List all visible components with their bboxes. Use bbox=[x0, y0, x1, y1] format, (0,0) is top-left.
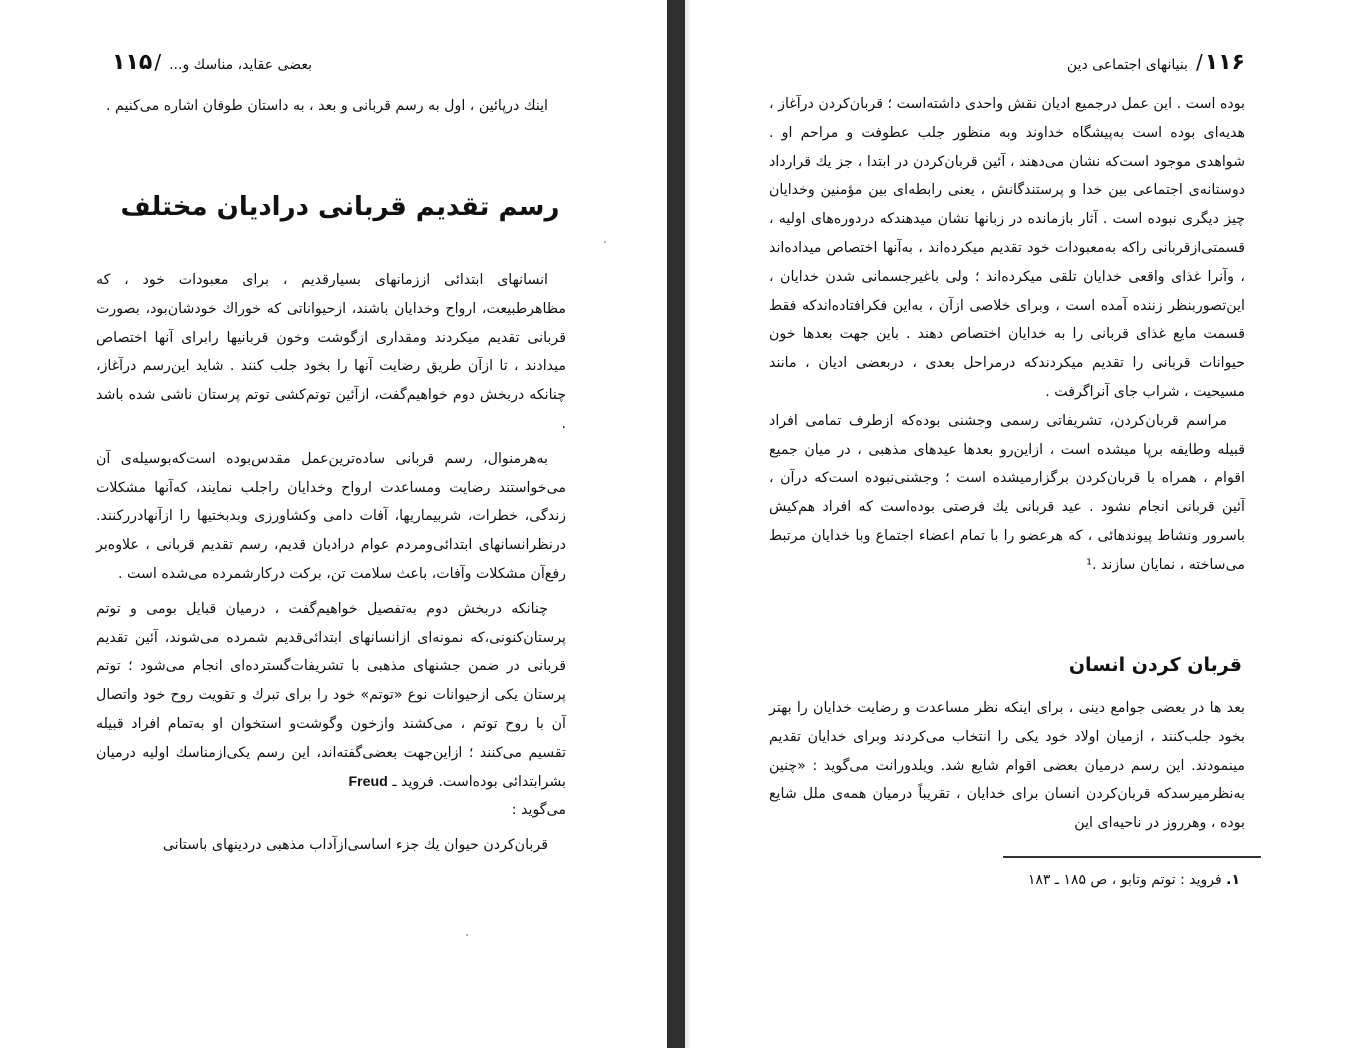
gutter-shadow bbox=[685, 0, 691, 1048]
footnote-text: فروید : توتم وتابو ، ص ۱۸۵ ـ ۱۸۳ bbox=[1027, 872, 1222, 888]
right-paragraph: مراسم قربان‌کردن، تشریفاتی رسمی وجشنی بوده‌که ازطرف تمامی افراد قبیله وطایفه برپا میشده است ، ازاین‌رو بعدها عیدهای مذهبی ، در میان جمیع اقوام ، همراه با قربان‌کردن برگزارمیشده است ؛ وجشنی‌نبوده است‌که درآن ، آئین قربانی انجام نشود . عید قربانی یك فرصتی بوده‌است که افراد هم‌کیش باسرور ونشاط پیوندهائی ، که هرعضو را با تمام اعضاء اجتماع وبا خدایان مرتبط می‌ساخته ، نمایان سازند .¹ bbox=[769, 412, 1245, 573]
left-page-number: ۱۱۵ bbox=[112, 50, 153, 75]
left-paragraph: می‌گوید : bbox=[511, 802, 566, 819]
right-running-title: بنیانهای اجتماعی دین bbox=[1066, 57, 1188, 73]
right-page bbox=[685, 0, 1346, 1048]
left-paragraph: انسانهای ابتدائی اززمانهای بسیارقدیم ، برای معبودات خود ، که مظاهرطبیعت، ارواح وخدایان باشند، ازحیواناتی که خوراك خودشان‌بود، بصورت قربانی تقدیم میکردند ومقداری ازگوشت وخون قربانیها رابرای آنها اختصاص میدادند ، تا ازآن طریق رضایت آنها را بخود جلب کنند . شاید این‌رسم درآغاز، چنانکه دربخش دوم خواهیم‌گفت، ازآئین توتم‌کشی توتم پرستان ناشی شده باشد . bbox=[96, 272, 566, 432]
right-paragraph: بوده است . این عمل درجمیع ادیان نقش واحدی داشته‌است ؛ قربان‌کردن درآغاز ، هدیه‌ای بوده است به‌پیشگاه خداوند وبه منظور جلب عطوفت و مراحم او . شواهدی موجود است‌که نشان می‌دهند ، آئین قربان‌کردن در ابتدا ، جز یك قرارداد دوستانه‌ی اجتماعی بین خدا و پرستندگانش ، یعنی رابطه‌ای بین مؤمنین وخدایان چیز دیگری نبوده است . آثار بازمانده در زبانها نشان میدهندکه دردوره‌های اولیه ، قسمتی‌ازقربانی راکه به‌معبودات خود تقدیم میکرده‌اند ، به‌آنها اختصاص میداده‌اند ، وآنرا غذای واقعی خدایان تلقی میکرده‌اند ؛ ولی باغیرجسمانی شدن خدایان ، این‌تصوربنظر زننده آمده است ، وبرای خلاصی ازآن ، به‌این فکرافتاده‌اندکه فقط قسمت مایع غذای قربانی را به خدایان اختصاص دهند . باین جهت بعدها خون حیوانات قربانی را تقدیم میکردندکه درمراحل بعدی ، دربعضی ادیان ، مانند مسیحیت ، شراب جای آنراگرفت . bbox=[769, 96, 1245, 400]
footnote-rule bbox=[1003, 856, 1261, 858]
right-page-header bbox=[1045, 50, 1245, 75]
scan-speck bbox=[604, 241, 606, 243]
right-section-paragraph: بعد ها در بعضی جوامع دینی ، برای اینکه نظر مساعدت و رضایت خدایان را بهتر بخود جلب‌کنند ، ازمیان اولاد خود یکی را انتخاب می‌کردند وبرای خدایان تقدیم مینمودند. این رسم درمیان بعضی اقوام شایع شد. ویلدورانت می‌گوید : «چنین به‌نظرمیرسدکه قربان‌کردن انسان برای خدایان ، تقریباً درمیان همه‌ی ملل شایع بوده ، وهرروز در ناحیه‌ای این bbox=[769, 700, 1245, 832]
left-paragraph: قربان‌کردن حیوان یك جزء اساسی‌ازآداب مذهبی دردینهای باستانی bbox=[162, 837, 548, 854]
right-section-body bbox=[769, 694, 1245, 838]
right-body bbox=[769, 90, 1245, 580]
left-intro bbox=[98, 92, 566, 121]
intro-paragraph: اینك درپائین ، اول به رسم قربانی و بعد ، به داستان طوفان اشاره می‌کنیم . bbox=[106, 98, 548, 114]
scan-speck bbox=[466, 934, 468, 936]
left-paragraph-text: چنانکه دربخش دوم به‌تفصیل خواهیم‌گفت ، درمیان قبایل بومی و توتم پرستان‌کنونی،که نمونه‌ای ازانسانهای ابتدائی‌قدیم شمرده می‌شوند، آئین تقدیم قربانی در ضمن جشنهای مذهبی با تشریفات‌گسترده‌ای انجام می‌شود ؛ توتم پرستان یکی ازحیوانات نوع «توتم» خود را برای تبرك و تقویت روح خود واتصال آن با روح توتم ، می‌کشند وازخون وگوشت‌و استخوان او به‌تمام افراد قبیله تقسیم می‌کنند ؛ ازاین‌جهت بعضی‌گفته‌اند، این رسم یکی‌ازمناسك اولیه درمیان بشرابتدائی بوده‌است. فروید ـ bbox=[96, 600, 566, 790]
section-heading: قربان کردن انسان bbox=[1068, 654, 1242, 676]
section-title: رسم تقدیم قربانی درادیان مختلف bbox=[120, 192, 560, 222]
left-paragraph bbox=[96, 595, 566, 797]
left-body bbox=[96, 266, 566, 860]
left-paragraph: به‌هرمنوال، رسم قربانی ساده‌ترین‌عمل مقدس‌بوده است‌که‌بوسیله‌ی آن می‌خواستند رضایت ومساعدت ارواح وخدایان راجلب نمایند، که‌آنها مشکلات زندگی، خطرات، شربیماریها، آفات دامی وکشاورزی وبدبختیها را ازآنهادرر‌کنند. درنظرانسانهای ابتدائی‌ومردم عوام درادیان قدیم، رسم تقدیم قربانی ، علاوه‌بر رفع‌آن مشکلات وآفات، باعث سلامت تن، برکت درکارشمرده می‌شده است . bbox=[96, 450, 566, 582]
left-running-title: بعضی عقاید، مناسك و... bbox=[169, 57, 312, 73]
left-page-slash: / bbox=[154, 50, 162, 74]
left-page-header bbox=[98, 50, 318, 75]
right-page-slash: / bbox=[1195, 50, 1203, 74]
left-page bbox=[0, 0, 667, 1048]
freud-latin-name: Freud bbox=[348, 773, 388, 790]
footnote bbox=[1028, 872, 1240, 888]
right-page-number: ۱۱۶ bbox=[1204, 50, 1245, 75]
footnote-number: ۱. bbox=[1226, 872, 1240, 888]
